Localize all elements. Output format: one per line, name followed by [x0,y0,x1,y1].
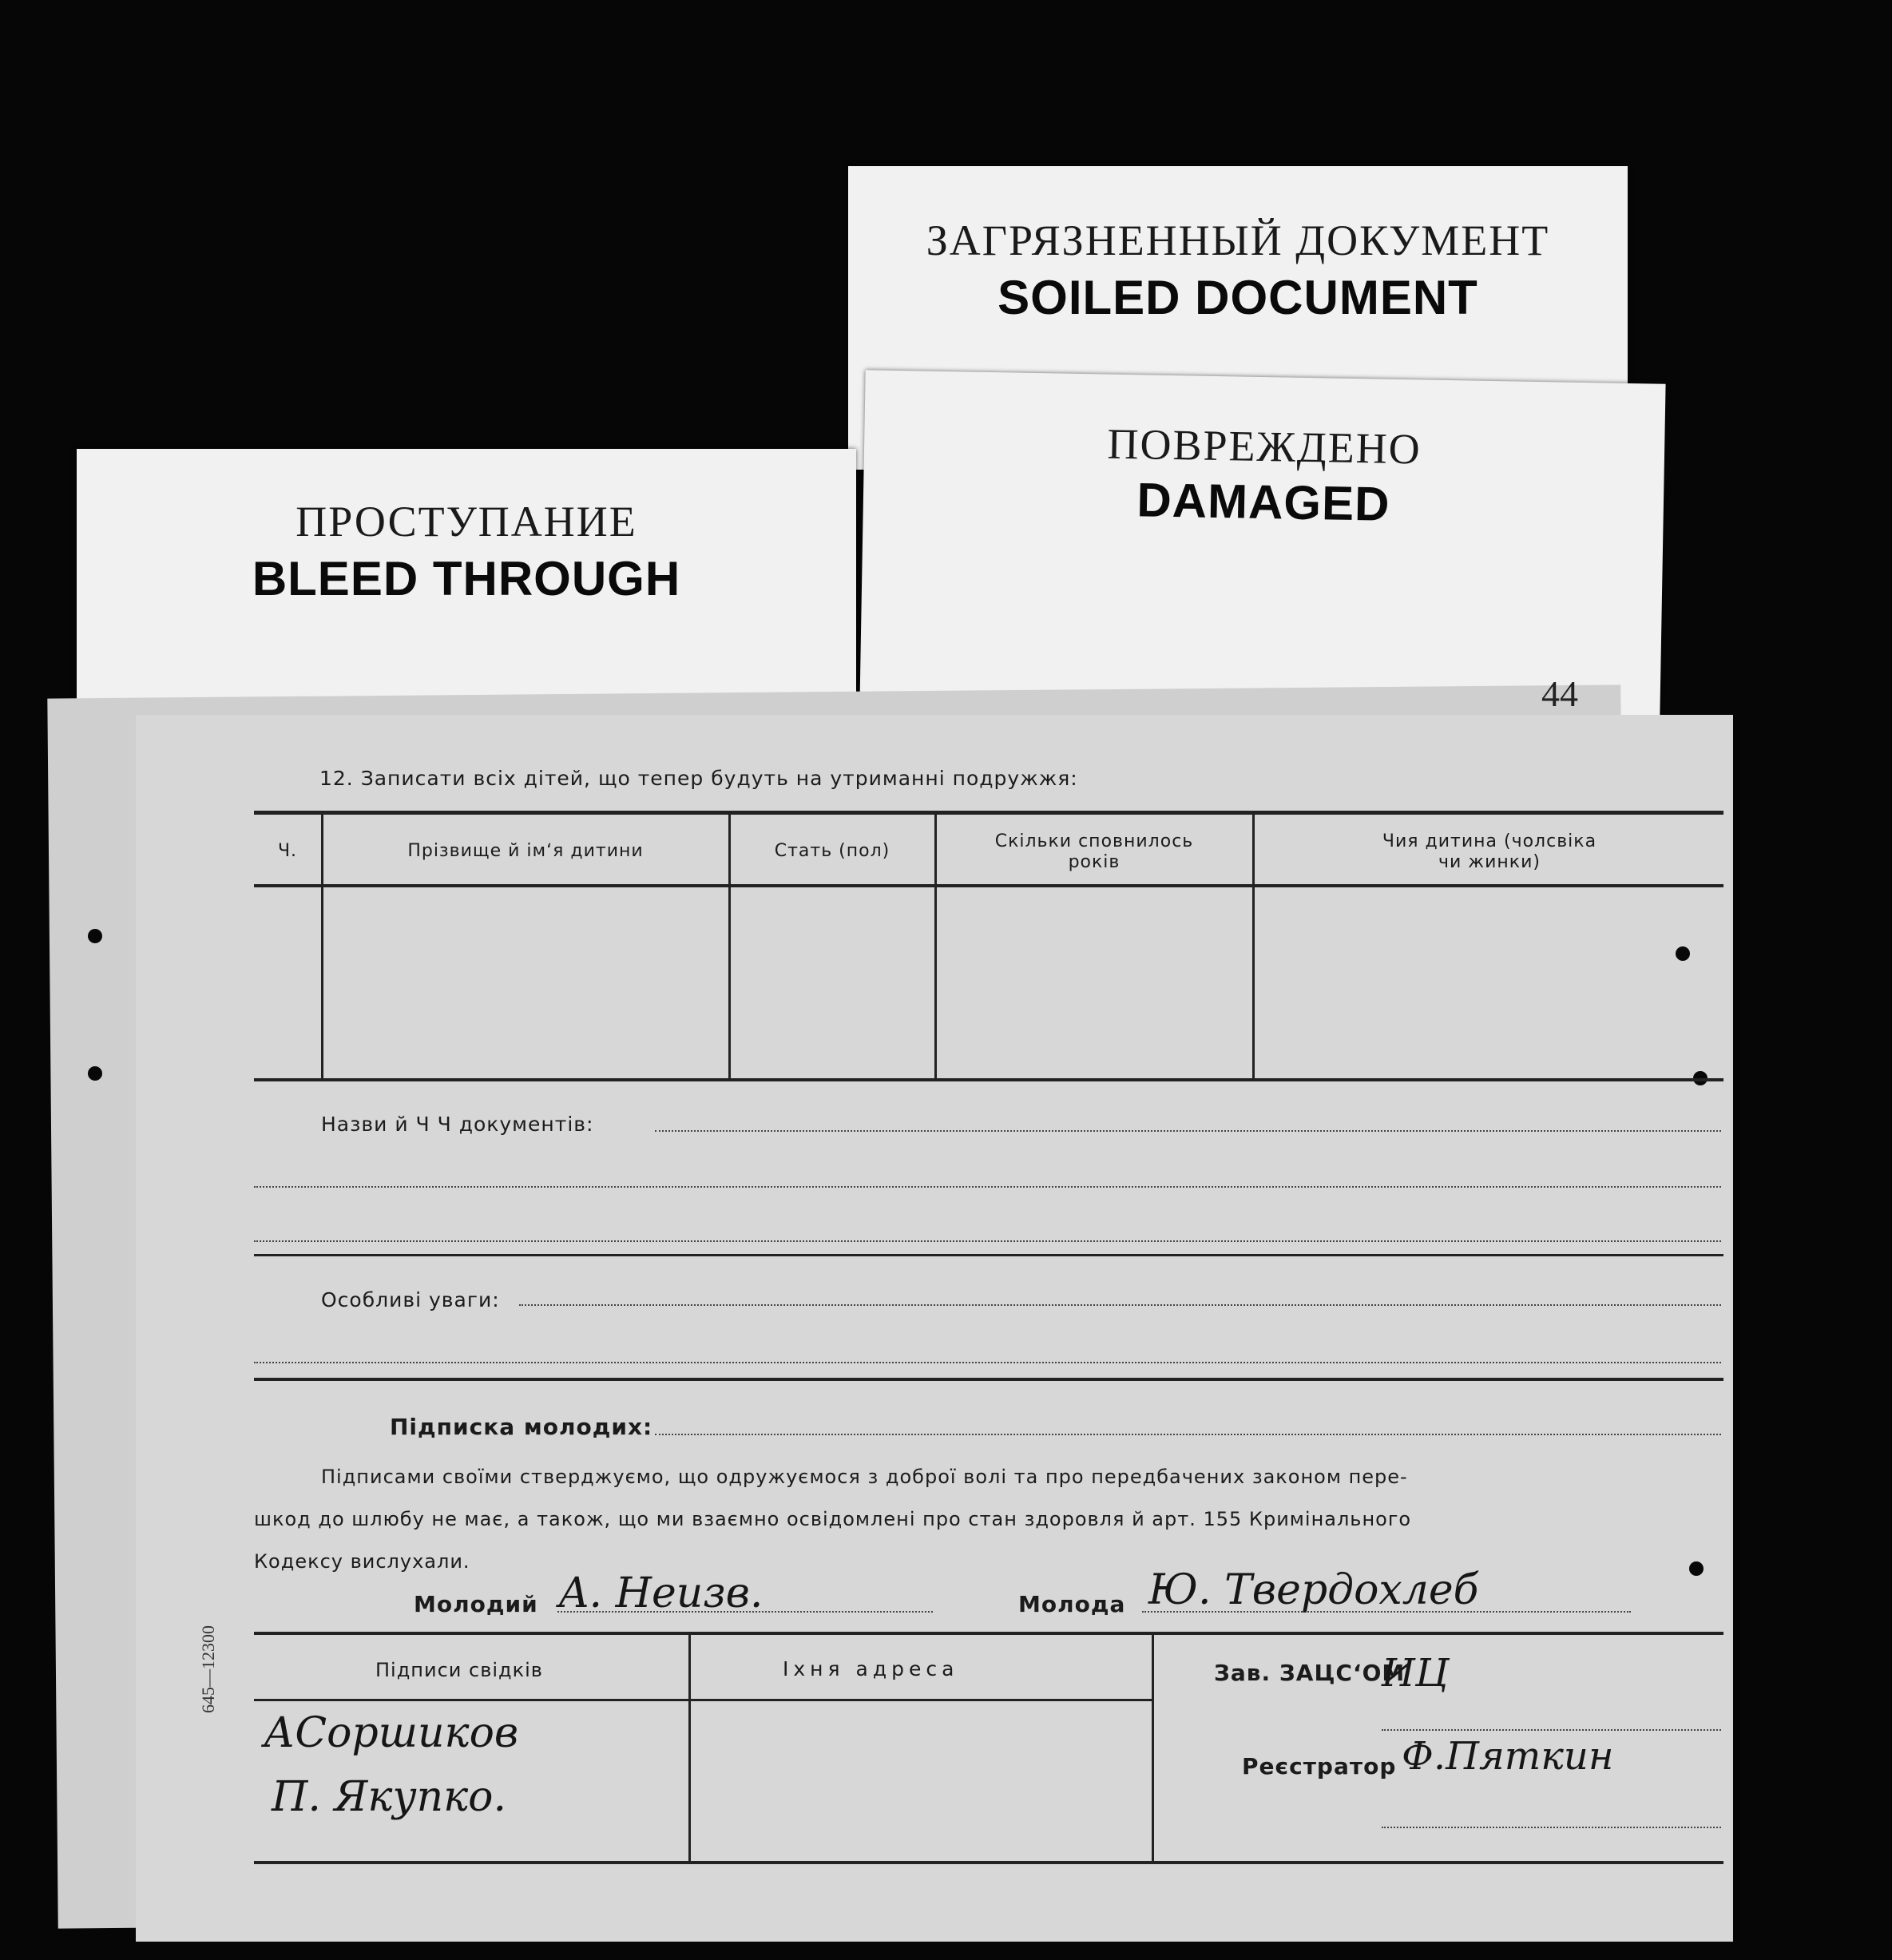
table-col-divider [728,814,731,1079]
statement-line: Кодексу виcлухали. [254,1550,470,1573]
header-number: Ч. [277,841,298,861]
witnesses-header: Підписи свідків [375,1659,543,1681]
header-sex: Стать (пол) [774,841,890,861]
damaged-label-ru: ПОВРЕЖДЕНО [1107,419,1422,474]
subscription-line[interactable] [655,1434,1721,1435]
header-whose-child: Чия дитина (чолсвіка чи жинки) [1382,831,1597,872]
children-heading: 12. Записати всіх дітей, що тепер будуть на утриманні подружжя: [319,767,1078,790]
signatures-col-divider [688,1633,691,1861]
address-header-rule [690,1699,1153,1701]
table-header-rule [254,884,1723,887]
table-top-rule [254,811,1723,815]
head-label: Зав. ЗАЦСʻОМ [1214,1660,1406,1686]
bleed-label-ru: ПРОСТУПАНИЕ [296,498,637,546]
header-child-name: Прізвище й імʻя дитини [407,841,644,861]
signatures-col-divider [1152,1633,1154,1861]
damaged-card [859,370,1665,719]
statement-line: шкод до шлюбу не має, а також, що ми взаємно освідомлені про стан здоровля й арт. 155 Кримінального [254,1508,1412,1530]
documents-line[interactable] [655,1130,1721,1132]
signatures-top-rule [254,1632,1723,1635]
groom-label: Молодий [414,1591,538,1617]
documents-line[interactable] [254,1240,1721,1242]
address-header: Іхня адреса [783,1657,959,1680]
registrar-label: Реєстратор [1242,1753,1397,1779]
witness-signature: П. Якупко. [272,1773,506,1821]
documents-line[interactable] [254,1186,1721,1188]
registration-form [136,715,1733,1942]
damaged-label-en: DAMAGED [1136,473,1390,531]
table-bottom-rule [254,1078,1723,1081]
documents-label: Назви й Ч Ч документів: [321,1113,594,1136]
punch-hole [1676,946,1690,961]
punch-hole [88,929,102,943]
remarks-label: Особливі уваги: [321,1288,500,1311]
header-age: Скільки сповнилось років [994,831,1194,872]
bride-signature: Ю. Твердохлеб [1148,1566,1479,1614]
registrar-signature-line[interactable] [1382,1827,1721,1828]
bride-label: Молода [1018,1591,1126,1617]
witnesses-header-rule [254,1699,690,1701]
page-number: 44 [1541,673,1578,714]
soiled-label-en: SOILED DOCUMENT [998,271,1478,324]
remarks-line[interactable] [254,1362,1721,1363]
table-col-divider [1252,814,1255,1079]
punch-hole [88,1066,102,1081]
subscription-label: Підписка молодих: [390,1414,653,1440]
groom-signature: A. Неизв. [559,1569,764,1617]
head-signature: ИЦ [1382,1651,1449,1696]
bleed-label-en: BLEED THROUGH [252,552,681,605]
print-code: 645—12300 [198,1625,218,1713]
witness-signature: АСоршиков [264,1709,519,1757]
table-col-divider [934,814,937,1079]
section-rule [254,1254,1723,1256]
statement-line: Підписами своїми стверджуємо, що одружуємося з доброї волі та про передбачених законом пере- [321,1466,1408,1488]
registrar-signature: Ф.Пяткин [1402,1734,1614,1779]
signatures-bottom-rule [254,1861,1723,1864]
head-signature-line[interactable] [1382,1729,1721,1731]
punch-hole [1689,1561,1704,1576]
remarks-line[interactable] [519,1304,1721,1306]
section-rule [254,1378,1723,1381]
table-col-divider [321,814,323,1079]
soiled-label-ru: ЗАГРЯЗНЕННЫЙ ДОКУМЕНТ [926,216,1550,264]
